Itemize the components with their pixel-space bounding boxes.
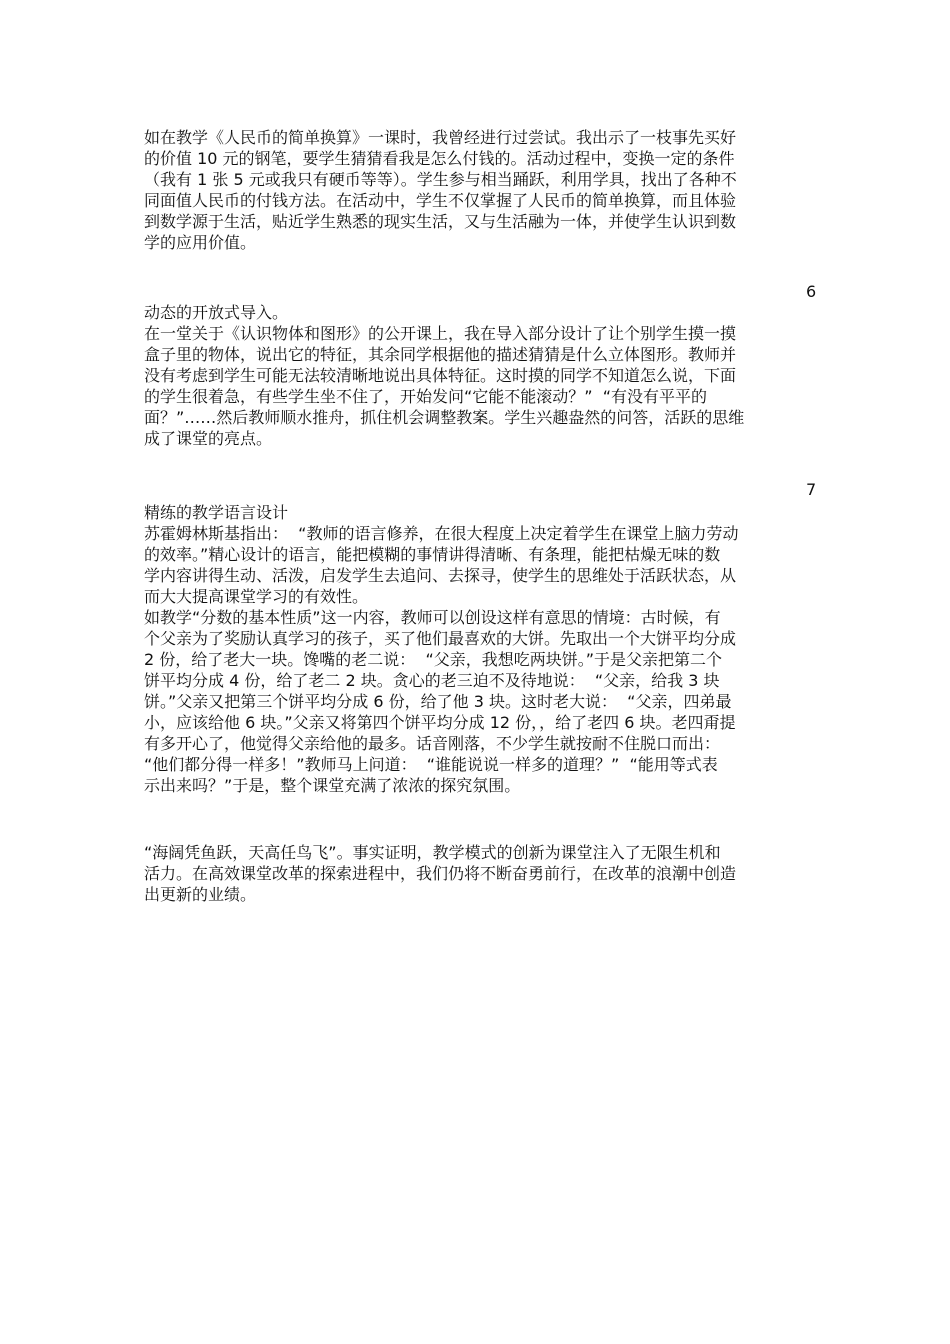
paragraph-rmb-exchange <box>144 127 814 253</box>
text-line: 而大大提高课堂学习的有效性。 <box>144 587 369 606</box>
text-line: 如在教学《人民币的简单换算》一课时，我曾经进行过尝试。我出示了一枝事先买好 <box>144 128 737 147</box>
text-line: 的价值 10 元的钢笔，要学生猜猜看我是怎么付钱的。活动过程中，变换一定的条件 <box>144 149 735 168</box>
text-line: 盒子里的物体，说出它的特征，其余同学根据他的描述猜猜是什么立体图形。教师并 <box>144 345 737 364</box>
section-number-6: 6 <box>806 282 817 301</box>
text-line: 面？”……然后教师顺水推舟，抓住机会调整教案。学生兴趣盎然的问答，活跃的思维 <box>144 408 745 427</box>
text-line: 成了课堂的亮点。 <box>144 429 273 448</box>
text-line: 如教学“分数的基本性质”这一内容，教师可以创设这样有意思的情境：古时候，有 <box>144 608 721 627</box>
text-line: 学的应用价值。 <box>144 233 257 252</box>
section-heading: 精练的教学语言设计 <box>144 503 289 522</box>
text-line: 2 份，给了老大一块。馋嘴的老二说： “父亲，我想吃两块饼。”于是父亲把第二个 <box>144 650 723 669</box>
text-line: 到数学源于生活，贴近学生熟悉的现实生活，又与生活融为一体，并使学生认识到数 <box>144 212 737 231</box>
text-line: 示出来吗？”于是，整个课堂充满了浓浓的探究氛围。 <box>144 776 521 795</box>
text-line: 有多开心了，他觉得父亲给他的最多。话音刚落，不少学生就按耐不住脱口而出： <box>144 734 721 753</box>
text-line: 同面值人民币的付钱方法。在活动中，学生不仅掌握了人民币的简单换算，而且体验 <box>144 191 737 210</box>
paragraph-teaching-language <box>144 502 814 796</box>
text-line: 的学生很着急，有些学生坐不住了，开始发问“它能不能滚动？” “有没有平平的 <box>144 387 708 406</box>
text-line: 学内容讲得生动、活泼，启发学生去追问、去探寻，使学生的思维处于活跃状态，从 <box>144 566 737 585</box>
text-line: 饼平均分成 4 份，给了老二 2 块。贪心的老三迫不及待地说： “父亲，给我 3 块 <box>144 671 720 690</box>
text-line: 饼。”父亲又把第三个饼平均分成 6 份，给了他 3 块。这时老大说： “父亲，四弟最 <box>144 692 732 711</box>
paragraph-open-introduction <box>144 302 814 449</box>
text-line: 出更新的业绩。 <box>144 885 257 904</box>
section-heading: 动态的开放式导入。 <box>144 303 289 322</box>
text-line: （我有 1 张 5 元或我只有硬币等等）。学生参与相当踊跃，利用学具，找出了各种不 <box>144 170 737 189</box>
text-line: 在一堂关于《认识物体和图形》的公开课上，我在导入部分设计了让个别学生摸一摸 <box>144 324 737 343</box>
section-number-7: 7 <box>806 480 817 499</box>
text-line: “他们都分得一样多！”教师马上问道： “谁能说说一样多的道理？” “能用等式表 <box>144 755 718 774</box>
text-line: 没有考虑到学生可能无法较清晰地说出具体特征。这时摸的同学不知道怎么说，下面 <box>144 366 737 385</box>
text-line: “海阔凭鱼跃，天高任鸟飞”。事实证明，教学模式的创新为课堂注入了无限生机和 <box>144 843 721 862</box>
text-line: 个父亲为了奖励认真学习的孩子，买了他们最喜欢的大饼。先取出一个大饼平均分成 <box>144 629 737 648</box>
text-line: 的效率。”精心设计的语言，能把模糊的事情讲得清晰、有条理，能把枯燥无味的数 <box>144 545 721 564</box>
text-line: 苏霍姆林斯基指出： “教师的语言修养，在很大程度上决定着学生在课堂上脑力劳动 <box>144 524 739 543</box>
paragraph-conclusion <box>144 842 814 905</box>
text-line: 活力。在高效课堂改革的探索进程中，我们仍将不断奋勇前行，在改革的浪潮中创造 <box>144 864 737 883</box>
text-line: 小，应该给他 6 块。”父亲又将第四个饼平均分成 12 份，，给了老四 6 块。老四甭提 <box>144 713 736 732</box>
